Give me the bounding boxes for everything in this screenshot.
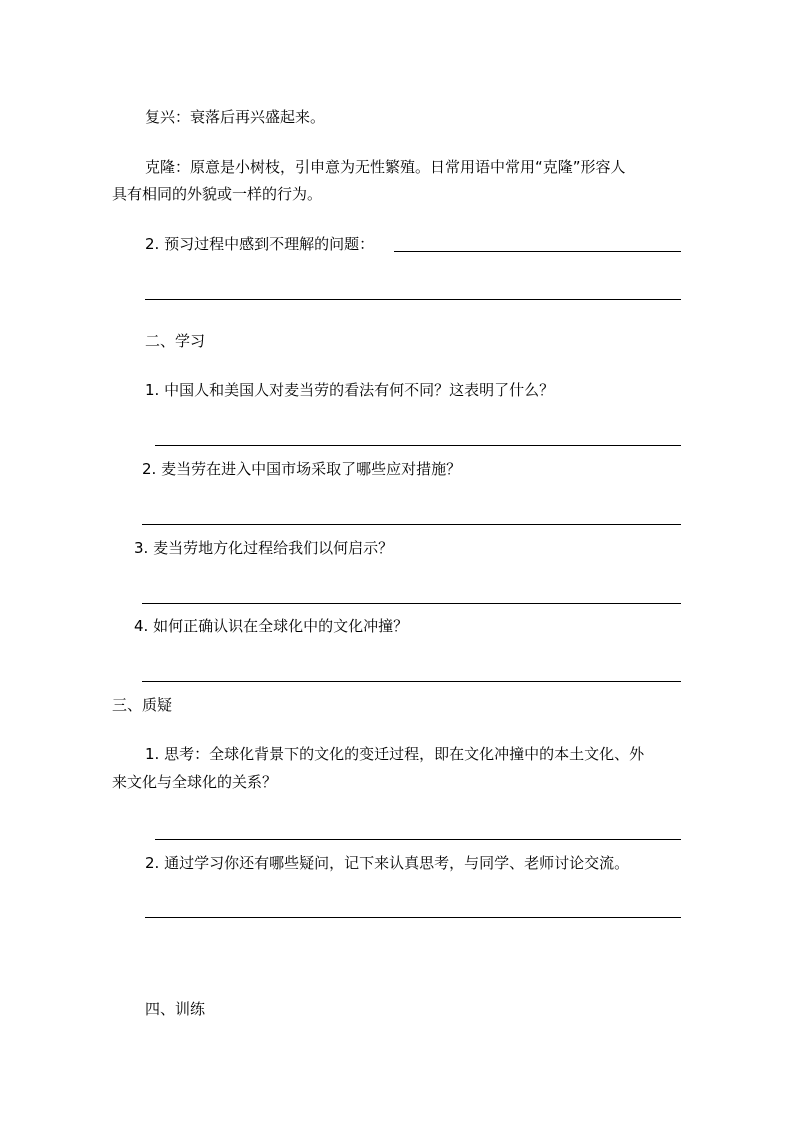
- question-1-line1: 1. 思考：全球化背景下的文化的变迁过程，即在文化冲撞中的本土文化、外: [145, 745, 645, 763]
- question-1-line2: 来文化与全球化的关系？: [112, 773, 278, 791]
- answer-line[interactable]: [155, 839, 681, 840]
- preview-question-2: 2. 预习过程中感到不理解的问题：: [145, 235, 375, 253]
- answer-line[interactable]: [142, 524, 681, 525]
- question-2: 2. 通过学习你还有哪些疑问，记下来认真思考，与同学、老师讨论交流。: [145, 854, 630, 872]
- section-heading-question: 三、质疑: [112, 696, 173, 714]
- answer-line[interactable]: [145, 299, 681, 300]
- answer-line-inline[interactable]: [394, 251, 681, 252]
- definition-kelong-line2: 具有相同的外貌或一样的行为。: [112, 185, 323, 203]
- study-question-4: 4. 如何正确认识在全球化中的文化冲撞？: [134, 617, 409, 635]
- answer-line[interactable]: [142, 681, 681, 682]
- answer-line[interactable]: [145, 917, 681, 918]
- section-heading-study: 二、学习: [145, 332, 206, 350]
- definition-kelong-line1: 克隆：原意是小树枝，引申意为无性繁殖。日常用语中常用“克隆”形容人: [145, 158, 626, 176]
- study-question-2: 2. 麦当劳在进入中国市场采取了哪些应对措施？: [142, 460, 462, 478]
- study-question-3: 3. 麦当劳地方化过程给我们以何启示？: [134, 539, 394, 557]
- definition-fuxing: 复兴：衰落后再兴盛起来。: [145, 108, 326, 126]
- section-heading-training: 四、训练: [145, 1000, 206, 1018]
- answer-line[interactable]: [155, 445, 681, 446]
- answer-line[interactable]: [142, 603, 681, 604]
- study-question-1: 1. 中国人和美国人对麦当劳的看法有何不同？这表明了什么？: [145, 381, 555, 399]
